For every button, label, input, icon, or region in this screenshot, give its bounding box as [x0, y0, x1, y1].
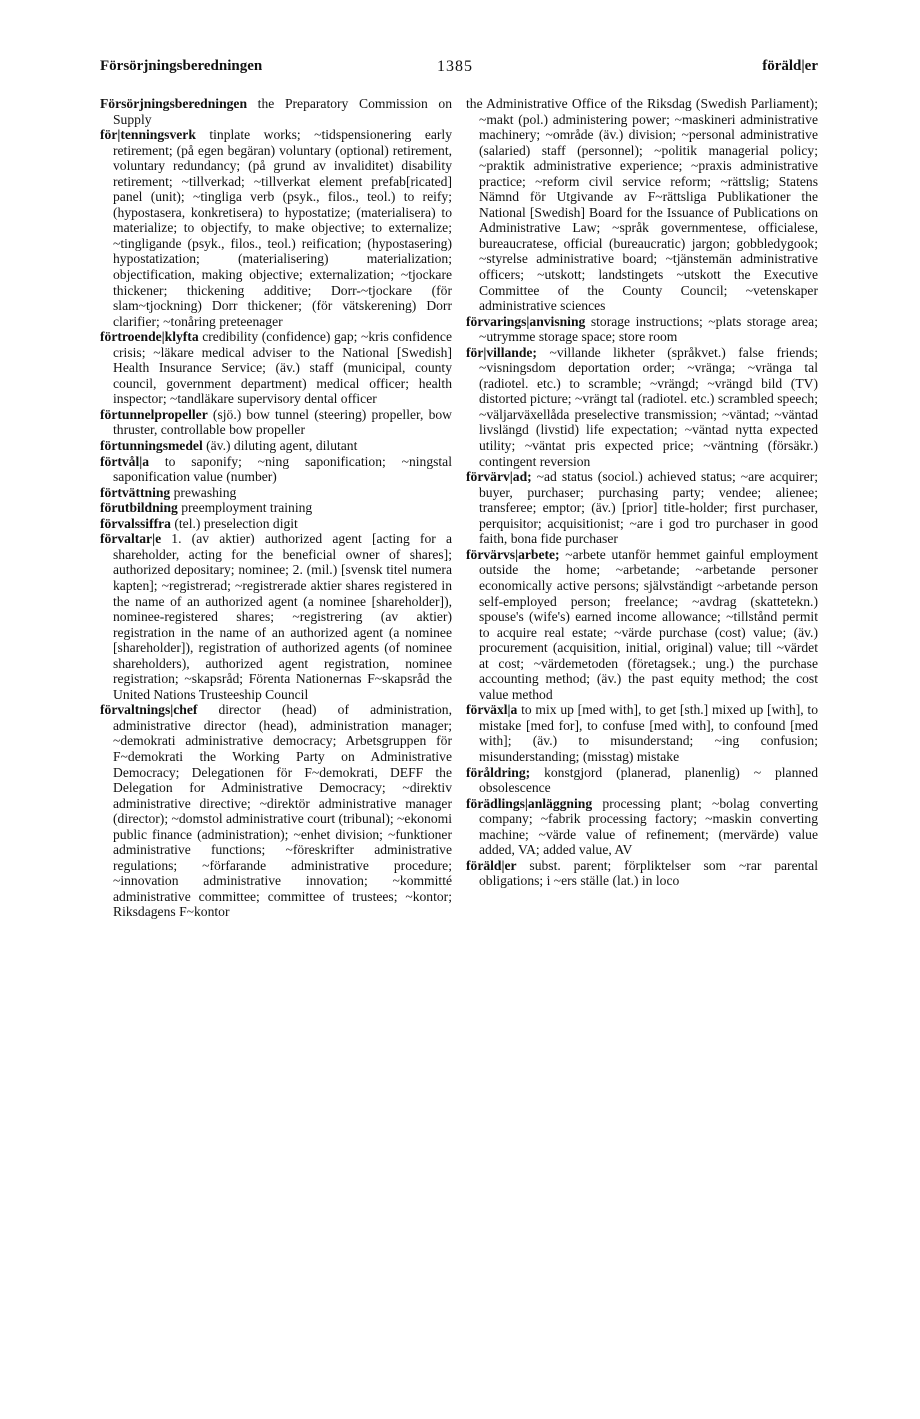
dictionary-entry	[100, 531, 452, 702]
entry-text: storage instructions; ~plats storage area; ~utrymme storage space; store room	[479, 313, 818, 345]
entry-text: credibility (confidence) gap; ~kris confidence crisis; ~läkare medical adviser to the National [Swedish] Health Insurance Service; (äv.) staff (municipal, county council, government department) medical officer; health inspector; ~tandläkare supervisory dental officer	[113, 329, 452, 407]
entry-text: 1. (av aktier) authorized agent [acting for a shareholder, acting for the beneficial owner of shares]; authorized depositary; nominee; 2. (mil.) [svensk titel numera kapten]; ~registrerad; ~registrerade aktier shares registered in the name of an authorized agent (a nominee [shareholder]), nominee-registered shares; ~registrering (av aktier) registration in the name of an authorized agent (a nominee [shareholder]), registration of authorized agents (of nominee shareholders), authorized agent registration, nominee registration; ~skapsråd; Förenta Nationernas F~skapsråd the United Nations Trusteeship Council	[113, 531, 452, 702]
entry-headword: för|tenningsverk	[100, 127, 196, 143]
running-head-left: Försörjningsberedningen	[100, 58, 263, 74]
entry-text: tinplate works; ~tidspensionering early retirement; (på egen begäran) voluntary (optional) retirement, voluntary redundancy; (på grund av invaliditet) disability retirement; ~tillverkad; ~tillverkat element prefab[ricated] panel (unit); ~tingliga verb (psyk., filos., teol.) to reify; (hypostasera, konkretisera) to hypostatize; (materialisera) to materialize; to objectify, to make objective; to externalize; ~tingligande (psyk., filos., teol.) reification; (hypostasering) hypostatization; (materialisering) materialization; objectification, making objective; externalization; ~tjockare thickener; thickening additive; Dorr-~tjockare (för slam~tjockning) Dorr thickener; (för vätskerening) Dorr clarifier; ~tonåring preteenager	[113, 127, 452, 329]
dictionary-entry	[100, 329, 452, 407]
entry-headword: förtunnelpropeller	[100, 406, 208, 422]
entry-text: ~ad status (sociol.) achieved status; ~are acquirer; buyer, purchaser; purchasing party; vendee; alienee; transferee; emptor; (äv.) [prior] title-holder; first purchaser, perquisitor; acquisitionist; ~are i god tro purchaser in good faith, bona fide purchaser	[479, 469, 818, 547]
entry-text: to saponify; ~ning saponification; ~ningstal saponification value (number)	[113, 453, 452, 485]
entry-headword: förädlings|anläggning	[466, 795, 593, 811]
dictionary-entry	[100, 500, 452, 516]
entry-text: (äv.) diluting agent, dilutant	[202, 438, 358, 454]
entry-text: the Administrative Office of the Riksdag (Swedish Parliament); ~makt (pol.) administering power; ~maskineri administrative machinery; ~område (äv.) division; ~personal administrative (salaried) staff (personnel); ~politik managerial policy; ~praktik administrative experience; ~praxis administrative practice; ~reform civil service reform; ~rättslig; Statens Nämnd för Utgivande av F~rättsliga Publikationer the National [Swedish] Board for the Issuance of Publications on Administrative Law; ~språk governmentese, officialese, bureaucratese, official (bureaucratic) jargon; gobbledygook; ~styrelse administrative board; ~tjänstemän administrative officers; ~utskott; landstingets ~utskott the Executive Committee of the County Council; ~vetenskaper administrative sciences	[466, 96, 818, 314]
entry-headword: förvärv|ad;	[466, 469, 532, 485]
entry-headword: förvaltnings|chef	[100, 702, 198, 718]
dictionary-entry	[100, 516, 452, 532]
dictionary-entry	[466, 858, 818, 889]
dictionary-entry	[100, 407, 452, 438]
entry-headword: förutbildning	[100, 500, 178, 516]
entry-headword: förvarings|anvisning	[466, 313, 586, 329]
dictionary-entry	[100, 438, 452, 454]
running-head-right: föräld|er	[762, 58, 818, 74]
dictionary-entry	[466, 469, 818, 547]
dictionary-entry	[466, 345, 818, 469]
entry-text: (tel.) preselection digit	[170, 515, 298, 531]
dictionary-entry-continued	[466, 96, 818, 314]
right-column	[466, 96, 818, 889]
entry-headword: föräld|er	[466, 857, 517, 873]
dictionary-entry	[466, 796, 818, 858]
entry-text: to mix up [med with], to get [sth.] mixed up [with], to mistake [med for], to confuse [med with], to confound [med with]; (äv.) to misunderstand; ~ing confusion; misunderstanding; (misstag) mistake	[479, 702, 818, 764]
dictionary-entry	[466, 765, 818, 796]
entry-headword: föråldring;	[466, 764, 531, 780]
entry-text: director (head) of administration, administrative director (head), administration manager; ~demokrati administrative democracy; Arbetsgruppen för F~demokrati the Working Party on Administrative Democracy; Delegationen för F~demokrati, DEFF the Delegation for Administrative Democracy; ~direktiv administrative directive; ~direktör administrative manager (director); ~domstol administrative court (tribunal); ~ekonomi public finance (administration); ~enhet division; ~funktioner administrative functions; ~föreskrifter administrative regulations; ~förfarande administrative procedure; ~innovation administrative innovation; ~kommitté administrative committee; committee of trustees; ~kontor; Riksdagens F~kontor	[113, 702, 452, 920]
dictionary-entry	[100, 127, 452, 329]
entry-headword: för|villande;	[466, 344, 537, 360]
dictionary-entry	[466, 702, 818, 764]
entry-text: subst. parent; förpliktelser som ~rar parental obligations; i ~ers ställe (lat.) in loco	[479, 857, 818, 889]
entry-headword: förtunningsmedel	[100, 438, 203, 454]
entry-text: ~villande likheter (språkvet.) false friends; ~visningsdom deportation order; ~vränga; ~vränga tal (radiotel. etc.) to scramble; ~vrängd; ~vrängd bild (TV) distorted picture; ~vrängt tal (radiotel. etc.) scrambled speech; ~väljarväxellåda preselective transmission; ~väntad; ~väntad livslängd (livstid) life expectation; ~väntad nytta expected utility; ~väntat pris expected price; ~väntning (försäkr.) contingent reversion	[479, 344, 818, 469]
entry-headword: Försörjningsberedningen	[100, 96, 248, 111]
entry-headword: förvärvs|arbete;	[466, 546, 560, 562]
entry-headword: förväxl|a	[466, 702, 518, 718]
entry-headword: förtvättning	[100, 484, 171, 500]
entry-text: the Preparatory Commission on Supply	[113, 96, 452, 127]
left-column	[100, 96, 452, 920]
entry-text: konstgjord (planerad, planenlig) ~ planned obsolescence	[479, 764, 818, 796]
entry-headword: förvaltar|e	[100, 531, 162, 547]
entry-headword: förtroende|klyfta	[100, 329, 199, 345]
page-number: 1385	[437, 58, 473, 75]
dictionary-entry	[100, 485, 452, 501]
entry-headword: förtvål|a	[100, 453, 150, 469]
entry-headword: förvalssiffra	[100, 515, 171, 531]
dictionary-entry	[466, 314, 818, 345]
dictionary-entry	[466, 547, 818, 702]
dictionary-entry	[100, 454, 452, 485]
entry-text: ~arbete utanför hemmet gainful employment outside the home; ~arbetande; ~arbetande personer economically active persons; självständigt ~arbetande person self-employed person; freelance; ~avdrag (skattetekn.) spouse's (wife's) earned income allowance; ~tillstånd permit to acquire real estate; ~värde purchase (cost) value; (äv.) procurement (acquisition, initial, original) value; till ~värdet at cost; ~värdemetoden (företagsek.; ung.) the purchase accounting method; (äv.) the past equity method; the cost value method	[479, 546, 818, 702]
entry-text: prewashing	[170, 484, 237, 500]
entry-text: preemployment training	[177, 500, 313, 516]
entry-text: processing plant; ~bolag converting company; ~fabrik processing factory; ~maskin converting machine; ~värde value of refinement; (mervärde) value added, VA; added value, AV	[479, 795, 818, 858]
dictionary-entry	[100, 96, 452, 127]
dictionary-entry	[100, 702, 452, 920]
entry-text: (sjö.) bow tunnel (steering) propeller, bow thruster, controllable bow propeller	[113, 406, 452, 438]
